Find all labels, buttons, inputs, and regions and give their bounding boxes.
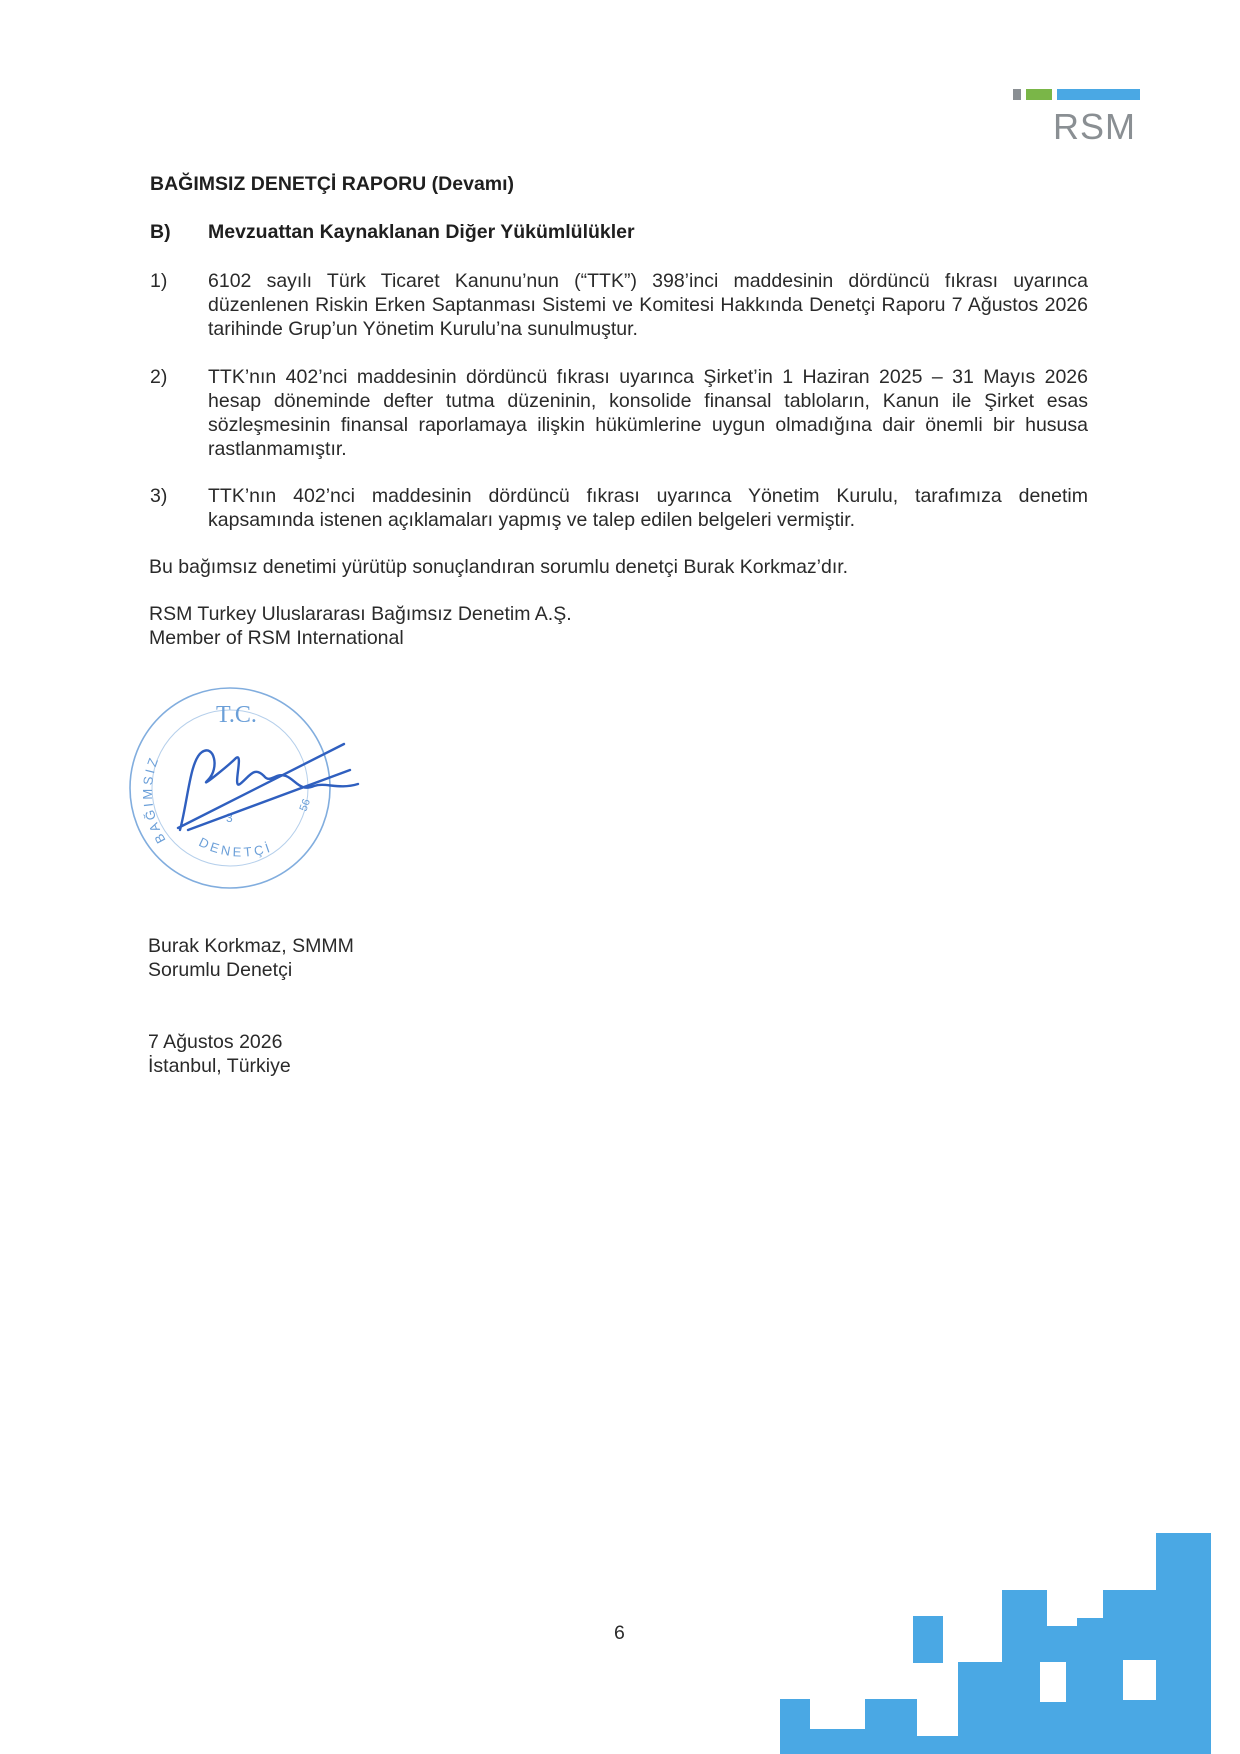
item-text: 6102 sayılı Türk Ticaret Kanunu’nun (“TTK”) 398’inci maddesinin dördüncü fıkrası uyarınca düzenlenen Riskin Erken Saptanması Sistemi ve Komitesi Hakkında Denetçi Raporu 7 Ağustos 2026 tarihinde Grup’un Yönetim Kurulu’na sunulmuştur. [208,270,1088,340]
item-text: TTK’nın 402’nci maddesinin dördüncü fıkrası uyarınca Yönetim Kurulu, tarafımıza denetim kapsamında istenen açıklamaları yapmış ve talep edilen belgeleri vermiştir. [208,485,1088,531]
report-place: İstanbul, Türkiye [148,1055,291,1077]
logo-bar-blue [1057,89,1140,100]
section-letter: B) [150,221,171,243]
logo-bar-gray [1013,89,1021,100]
signature-stroke [178,744,358,830]
svg-text:BAĞIMSIZ [140,753,169,846]
deco-block [913,1616,943,1663]
auditor-stamp-and-signature [128,680,368,900]
deco-gap [1040,1662,1066,1702]
deco-block [958,1662,1002,1754]
deco-block [1002,1590,1047,1626]
stamp-top-text: T.C. [216,702,257,728]
deco-block [800,1729,865,1754]
deco-block [1156,1533,1211,1754]
responsible-auditor-statement: Bu bağımsız denetimi yürütüp sonuçlandıran sorumlu denetçi Burak Korkmaz’dır. [149,556,849,578]
stamp-number: 3 [226,811,233,825]
stamp-left-text: BAĞIMSIZ [139,753,169,847]
deco-block [893,1736,958,1754]
firm-membership: Member of RSM International [149,627,404,649]
firm-name: RSM Turkey Uluslararası Bağımsız Denetim A.Ş. [149,603,572,625]
item-text: TTK’nın 402’nci maddesinin dördüncü fıkrası uyarınca Şirket’in 1 Haziran 2025 – 31 Mayıs 2026 hesap döneminde defter tutma düzeninin, konsolide finansal tabloların, Kanun ile Şirket esas sözleşmesinin finansal raporlamaya ilişkin hükümlerine uygun olmadığına dair önemli bir hususa rastlanmamıştır. [208,366,1088,460]
item-number: 2) [150,366,168,388]
deco-gap [1077,1590,1103,1618]
report-date: 7 Ağustos 2026 [148,1031,283,1053]
report-title: BAĞIMSIZ DENETÇİ RAPORU (Devamı) [150,173,515,195]
stamp-side-number: 56 [297,797,314,814]
stamp-bottom-text: DENETÇİ [196,834,275,860]
item-number: 3) [150,485,168,507]
item-number: 1) [150,270,168,292]
signatory-name: Burak Korkmaz, SMMM [148,935,354,957]
signatory-role: Sorumlu Denetçi [148,959,293,981]
logo-wordmark: RSM [1053,106,1136,147]
page-number: 6 [614,1622,625,1644]
section-title: Mevzuattan Kaynaklanan Diğer Yükümlülükler [208,221,635,243]
deco-gap [1123,1660,1156,1700]
svg-text:DENETÇİ [197,834,275,859]
logo-bar-green [1026,89,1052,100]
